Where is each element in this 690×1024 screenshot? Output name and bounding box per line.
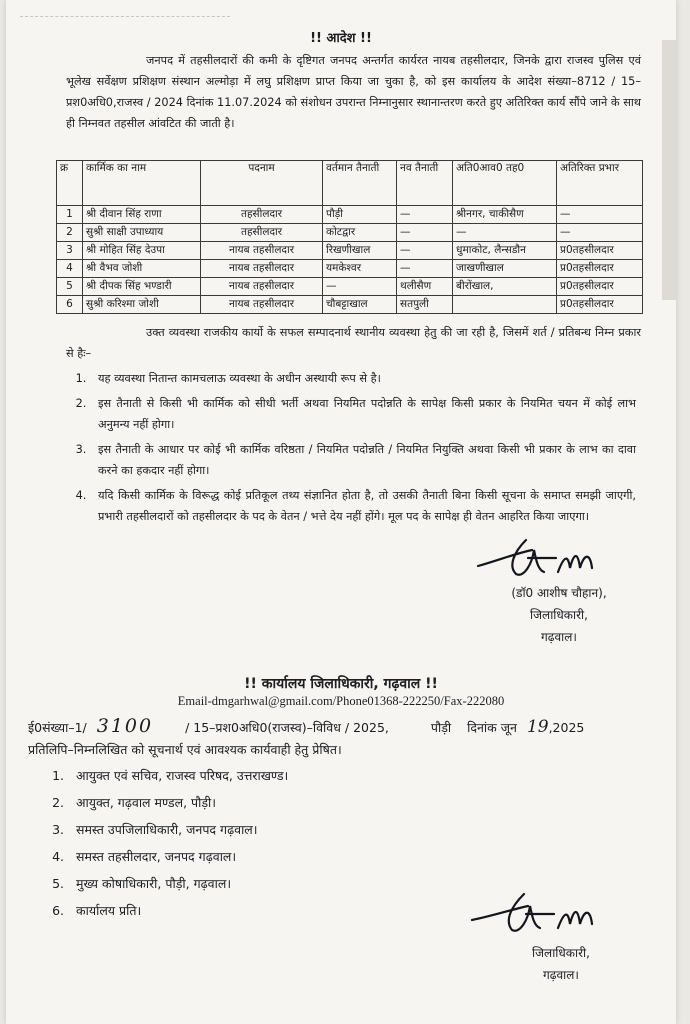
page-edge-shadow — [662, 40, 676, 300]
condition-item: 3. इस तैनाती के आधार पर कोई भी कार्मिक वरिष्ठता / नियमित पदोन्नति / नियमित नियुक्ति अथवा किसी भी प्रकार के लाभ का दावा करने का हकदार नहीं होगा। — [90, 439, 636, 481]
ref-number: 3100 — [96, 715, 154, 737]
signatory-name: (डॉ0 आशीष चौहान), — [511, 586, 607, 600]
cell-new-posting: — — [397, 242, 453, 260]
cell-serial: 1 — [57, 206, 83, 224]
endorsement-signature — [486, 942, 636, 986]
cell-current-posting: — — [323, 278, 397, 296]
cell-additional-charge: — — [557, 206, 643, 224]
endorsement-designation: जिलाधिकारी, — [532, 946, 590, 960]
cell-designation: नायब तहसीलदार — [201, 278, 323, 296]
table-row — [57, 296, 643, 314]
signatory-place: गढ़वाल। — [541, 630, 577, 644]
cell-designation: नायब तहसीलदार — [201, 260, 323, 278]
copy-line: प्रतिलिपि–निम्नलिखित को सूचनार्थ एवं आवश्यक कार्यवाही हेतु प्रेषित। — [28, 742, 342, 757]
reference-line — [28, 715, 668, 737]
header-additional-charge: अतिरिक्त प्रभार — [557, 161, 643, 206]
cell-new-posting: — — [397, 224, 453, 242]
cell-designation: नायब तहसीलदार — [201, 296, 323, 314]
table-row — [57, 242, 643, 260]
cell-new-posting: थलीसैण — [397, 278, 453, 296]
transfer-table — [56, 160, 643, 314]
ref-date-year: ,2025 — [548, 720, 585, 735]
cell-current-posting: पौड़ी — [323, 206, 397, 224]
conditions-intro — [66, 322, 641, 364]
cell-designation: तहसीलदार — [201, 206, 323, 224]
cell-additional-tehsil: श्रीनगर, चाकीसैण — [453, 206, 557, 224]
cell-additional-charge: प्र0तहसीलदार — [557, 296, 643, 314]
copy-recipient: 5. मुख्य कोषाधिकारी, पौड़ी, गढ़वाल। — [68, 872, 446, 895]
top-edge-mark — [20, 6, 230, 17]
conditions-intro-text: उक्त व्यवस्था राजकीय कार्यो के सफल सम्पादनार्थ स्थानीय व्यवस्था हेतु की जा रही है, जिसमें शर्त / प्रतिबन्ध निम्न प्रकार से हैः– — [66, 326, 641, 360]
cell-serial: 2 — [57, 224, 83, 242]
header-additional-tehsil: अति0आव0 तह0 — [453, 161, 557, 206]
copy-list — [46, 764, 446, 926]
cell-name: श्री वैभव जोशी — [83, 260, 201, 278]
cell-serial: 3 — [57, 242, 83, 260]
table-row — [57, 206, 643, 224]
table-row — [57, 278, 643, 296]
cell-current-posting: रिखणीखाल — [323, 242, 397, 260]
header-serial: क्र — [57, 161, 83, 206]
cell-current-posting: चौबट्टाखाल — [323, 296, 397, 314]
signatory-designation: जिलाधिकारी, — [530, 608, 588, 622]
cell-additional-tehsil: — — [453, 224, 557, 242]
ref-date-prefix: दिनांक जून — [467, 720, 517, 735]
copy-recipient: 6. कार्यालय प्रति। — [68, 899, 446, 922]
cell-additional-charge: प्र0तहसीलदार — [557, 242, 643, 260]
header-current-posting: वर्तमान तैनाती — [323, 161, 397, 206]
cell-name: श्री दीपक सिंह भण्डारी — [83, 278, 201, 296]
order-title: !! आदेश !! — [310, 31, 372, 46]
order-intro-text: जनपद में तहसीलदारों की कमी के दृष्टिगत जनपद अन्तर्गत कार्यरत नायब तहसीलदार, जिनके द्वारा राजस्व पुलिस एवं भूलेख सर्वेक्षण प्रशिक्षण संस्थान अल्मोड़ा में लघु प्रशिक्षण प्राप्त किया जा चुका है, को इस कार्यालय के आदेश संख्या–8712 / 15–प्रश0अधि0,राजस्व / 2024 दिनांक 11.07.2024 को संशोधन उपरान्त निम्नानुसार स्थानान्तरण करते हुए अतिरिक्त कार्य सौंपे जाने के साथ ही निम्नवत तहसील आंवटित की जाती है। — [66, 54, 641, 130]
cell-additional-tehsil: बीरोंखाल, — [453, 278, 557, 296]
header-designation: पदनाम — [201, 161, 323, 206]
cell-serial: 4 — [57, 260, 83, 278]
ref-place: पौड़ी — [430, 720, 452, 735]
cell-additional-charge: प्र0तहसीलदार — [557, 278, 643, 296]
conditions-list — [66, 368, 636, 531]
header-new-posting: नव तैनाती — [397, 161, 453, 206]
endorsement-place: गढ़वाल। — [543, 968, 579, 982]
cell-current-posting: यमकेश्वर — [323, 260, 397, 278]
cell-name: सुश्री करिश्मा जोशी — [83, 296, 201, 314]
copy-recipient: 1. आयुक्त एवं सचिव, राजस्व परिषद, उत्तराखण्ड। — [68, 764, 446, 787]
table-row — [57, 224, 643, 242]
cell-additional-charge: — — [557, 224, 643, 242]
cell-name: श्री दीवान सिंह राणा — [83, 206, 201, 224]
cell-additional-tehsil: धुमाकोट, लैन्सडौन — [453, 242, 557, 260]
header-name: कार्मिक का नाम — [83, 161, 201, 206]
office-title: !! कार्यालय जिलाधिकारी, गढ़वाल !! — [244, 676, 438, 692]
cell-serial: 6 — [57, 296, 83, 314]
cell-additional-tehsil — [453, 296, 557, 314]
condition-item: 2. इस तैनाती से किसी भी कार्मिक को सीधी भर्ती अथवा नियमित पदोन्नति के सापेक्ष किसी प्रकार के नियमित चयन में कोई लाभ अनुमन्य नहीं होगा। — [90, 393, 636, 435]
condition-item: 1. यह व्यवस्था नितान्त कामचलाऊ व्यवस्था के अधीन अस्थायी रूप से है। — [90, 368, 636, 389]
order-intro — [66, 50, 641, 134]
signature-mark — [474, 536, 624, 584]
cell-new-posting: सतपुली — [397, 296, 453, 314]
ref-suffix: / 15–प्रश0अधि0(राजस्व)–विविध / 2025, — [185, 720, 389, 735]
contact-line: Email-dmgarhwal@gmail.com/Phone01368-222250/Fax-222080 — [177, 694, 505, 708]
table-row — [57, 260, 643, 278]
cell-designation: तहसीलदार — [201, 224, 323, 242]
cell-additional-charge: प्र0तहसीलदार — [557, 260, 643, 278]
copy-recipient: 4. समस्त तहसीलदार, जनपद गढ़वाल। — [68, 845, 446, 868]
cell-serial: 5 — [57, 278, 83, 296]
ref-prefix: ई0संख्या–1/ — [28, 720, 87, 735]
condition-item: 4. यदि किसी कार्मिक के विरूद्ध कोई प्रतिकूल तथ्य संज्ञानित होता है, तो उसकी तैनाती बिना किसी सूचना के समाप्त समझी जाएगी, प्रभारी तहसीलदारों को तहसीलदार के पद के वेतन / भत्ते देय नहीं होंगे। मूल पद के सापेक्ष ही वेतन आहरित किया जाएगा। — [90, 485, 636, 527]
endorsement-signature-mark — [468, 890, 628, 940]
order-signature — [474, 582, 644, 648]
copy-recipient: 2. आयुक्त, गढ़वाल मण्डल, पौड़ी। — [68, 791, 446, 814]
cell-new-posting: — — [397, 206, 453, 224]
cell-new-posting: — — [397, 260, 453, 278]
ref-date-day: 19 — [526, 717, 549, 737]
document-page — [6, 0, 676, 1024]
copy-recipient: 3. समस्त उपजिलाधिकारी, जनपद गढ़वाल। — [68, 818, 446, 841]
cell-additional-tehsil: जाखणीखाल — [453, 260, 557, 278]
cell-designation: नायब तहसीलदार — [201, 242, 323, 260]
cell-name: श्री मोहित सिंह देउपा — [83, 242, 201, 260]
table-header-row — [57, 161, 643, 206]
cell-current-posting: कोटद्वार — [323, 224, 397, 242]
cell-name: सुश्री साक्षी उपाध्याय — [83, 224, 201, 242]
